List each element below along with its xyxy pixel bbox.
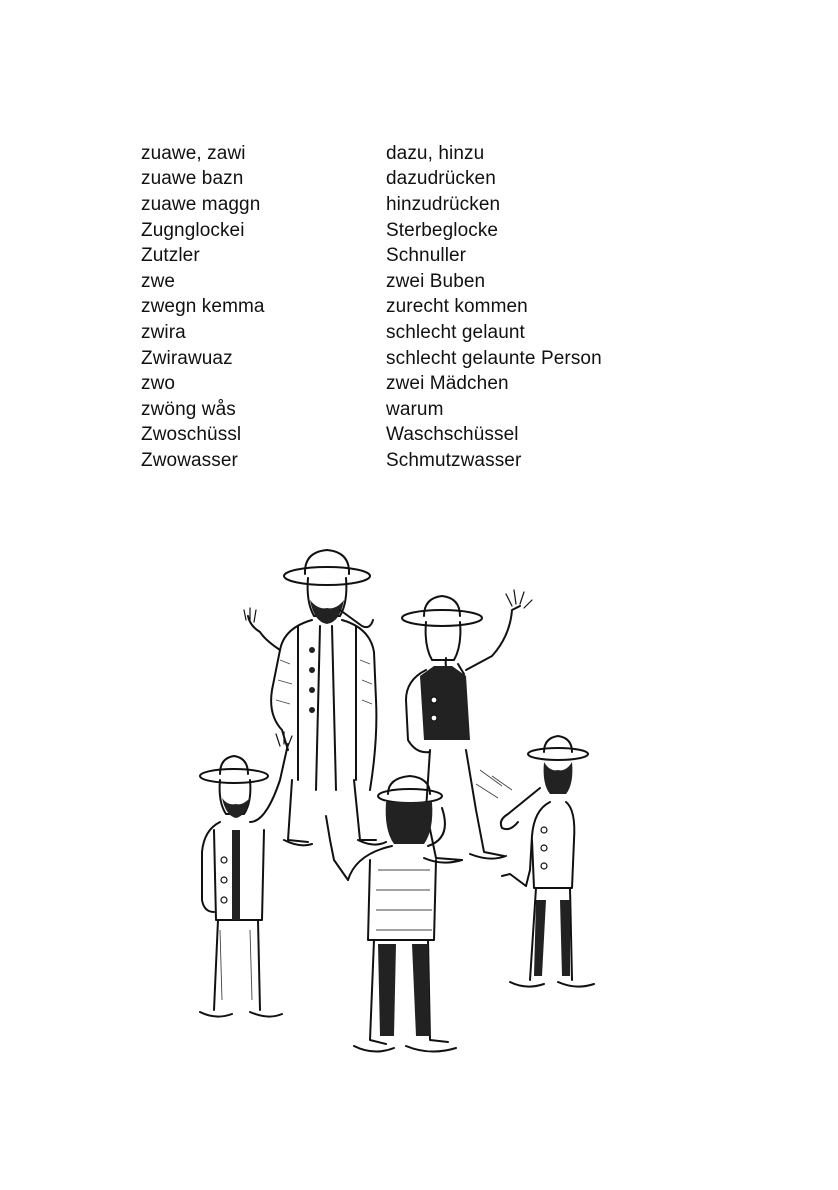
german-translation: zwei Mädchen xyxy=(386,373,509,395)
small-pipe-man-figure xyxy=(476,736,594,987)
glossary-entry xyxy=(141,141,701,167)
dialect-term: Zwoschüssl xyxy=(141,424,242,446)
glossary-entry xyxy=(141,192,701,218)
left-man-figure xyxy=(200,732,292,1017)
glossary-entry xyxy=(141,346,701,372)
german-translation: Waschschüssel xyxy=(386,424,519,446)
german-translation: dazu, hinzu xyxy=(386,142,485,164)
glossary-list xyxy=(141,141,701,474)
glossary-entry xyxy=(141,243,701,269)
german-translation: hinzudrücken xyxy=(386,193,501,215)
dialect-term: zuawe, zawi xyxy=(141,142,246,164)
dialect-term: zwo xyxy=(141,373,176,395)
glossary-entry xyxy=(141,295,701,321)
german-translation: warum xyxy=(386,398,444,420)
german-translation: zurecht kommen xyxy=(386,296,528,318)
dialect-term: zwöng wås xyxy=(141,398,236,420)
german-translation: schlecht gelaunte Person xyxy=(386,347,602,369)
glossary-entry xyxy=(141,269,701,295)
glossary-entry xyxy=(141,371,701,397)
glossary-entry xyxy=(141,320,701,346)
german-translation: dazudrücken xyxy=(386,168,496,190)
dialect-term: Zwowasser xyxy=(141,449,238,471)
dialect-term: zwe xyxy=(141,270,176,292)
german-translation: schlecht gelaunt xyxy=(386,321,525,343)
dialect-term: zwira xyxy=(141,321,186,343)
glossary-entry xyxy=(141,218,701,244)
dialect-term: zwegn kemma xyxy=(141,296,265,318)
german-translation: Sterbeglocke xyxy=(386,219,499,241)
glossary-entry xyxy=(141,448,701,474)
german-translation: Schnuller xyxy=(386,245,467,267)
dialect-term: zuawe maggn xyxy=(141,193,261,215)
dialect-term: Zugnglockei xyxy=(141,219,245,241)
dialect-term: Zwirawuaz xyxy=(141,347,233,369)
men-group-drawing xyxy=(180,540,620,1065)
center-man-figure xyxy=(326,776,456,1052)
german-translation: zwei Buben xyxy=(386,270,486,292)
dialect-term: zuawe bazn xyxy=(141,168,244,190)
german-translation: Schmutzwasser xyxy=(386,449,522,471)
glossary-entry xyxy=(141,423,701,449)
glossary-entry xyxy=(141,167,701,193)
dialect-term: Zutzler xyxy=(141,245,200,267)
glossary-entry xyxy=(141,397,701,423)
tall-man-figure xyxy=(244,550,386,845)
